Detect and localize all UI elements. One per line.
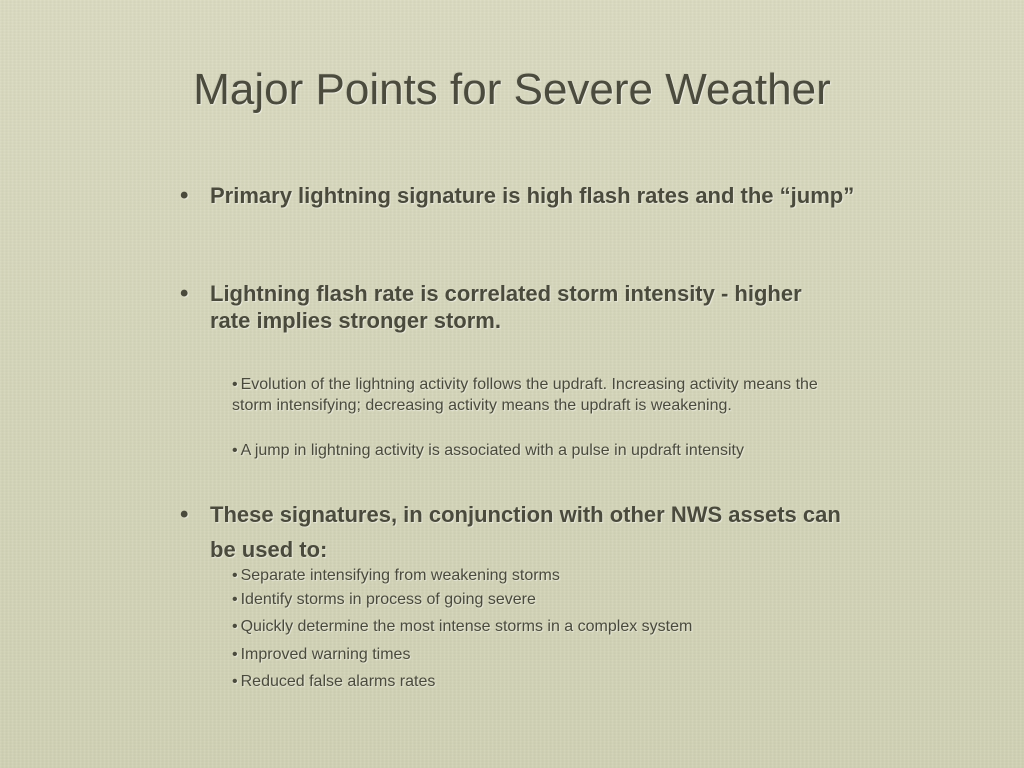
sub-bullet-item xyxy=(232,616,832,637)
sub-bullet-text: Reduced false alarms rates xyxy=(240,673,436,690)
bullet-text: Primary lightning signature is high flash rates and the “jump” xyxy=(210,183,855,208)
sub-bullet-text: Quickly determine the most intense storms in a complex system xyxy=(240,618,693,635)
bullet-item xyxy=(180,497,860,567)
sub-bullet-glyph: • xyxy=(232,442,238,459)
sub-bullet-glyph: • xyxy=(232,673,238,690)
bullet-item xyxy=(180,182,860,209)
sub-bullet-item xyxy=(232,374,822,416)
bullet-text: Lightning flash rate is correlated storm intensity - higher rate implies stronger storm. xyxy=(210,281,802,333)
sub-bullet-item xyxy=(232,644,832,665)
sub-bullet-text: A jump in lightning activity is associated with a pulse in updraft intensity xyxy=(240,442,744,459)
sub-bullet-item xyxy=(232,565,832,586)
sub-bullet-text: Improved warning times xyxy=(240,646,411,663)
bullet-text: These signatures, in conjunction with other NWS assets can be used to: xyxy=(210,502,841,562)
slide-title: Major Points for Severe Weather xyxy=(193,65,831,114)
sub-bullet-glyph: • xyxy=(232,618,238,635)
bullet-glyph: • xyxy=(180,501,189,528)
sub-bullet-text: Identify storms in process of going severe xyxy=(240,591,536,608)
sub-bullet-item xyxy=(232,671,832,692)
bullet-glyph: • xyxy=(180,182,189,209)
sub-bullet-text: Separate intensifying from weakening storms xyxy=(240,567,560,584)
sub-bullet-item xyxy=(232,589,832,610)
sub-bullet-text: Evolution of the lightning activity follows the updraft. Increasing activity means the storm intensifying; decreasing activity means the updraft is weakening. xyxy=(232,376,818,414)
sub-bullet-glyph: • xyxy=(232,376,238,393)
bullet-item xyxy=(180,280,860,334)
sub-bullet-glyph: • xyxy=(232,567,238,584)
sub-bullet-glyph: • xyxy=(232,591,238,608)
sub-bullet-glyph: • xyxy=(232,646,238,663)
bullet-glyph: • xyxy=(180,280,189,307)
sub-bullet-item xyxy=(232,440,832,461)
